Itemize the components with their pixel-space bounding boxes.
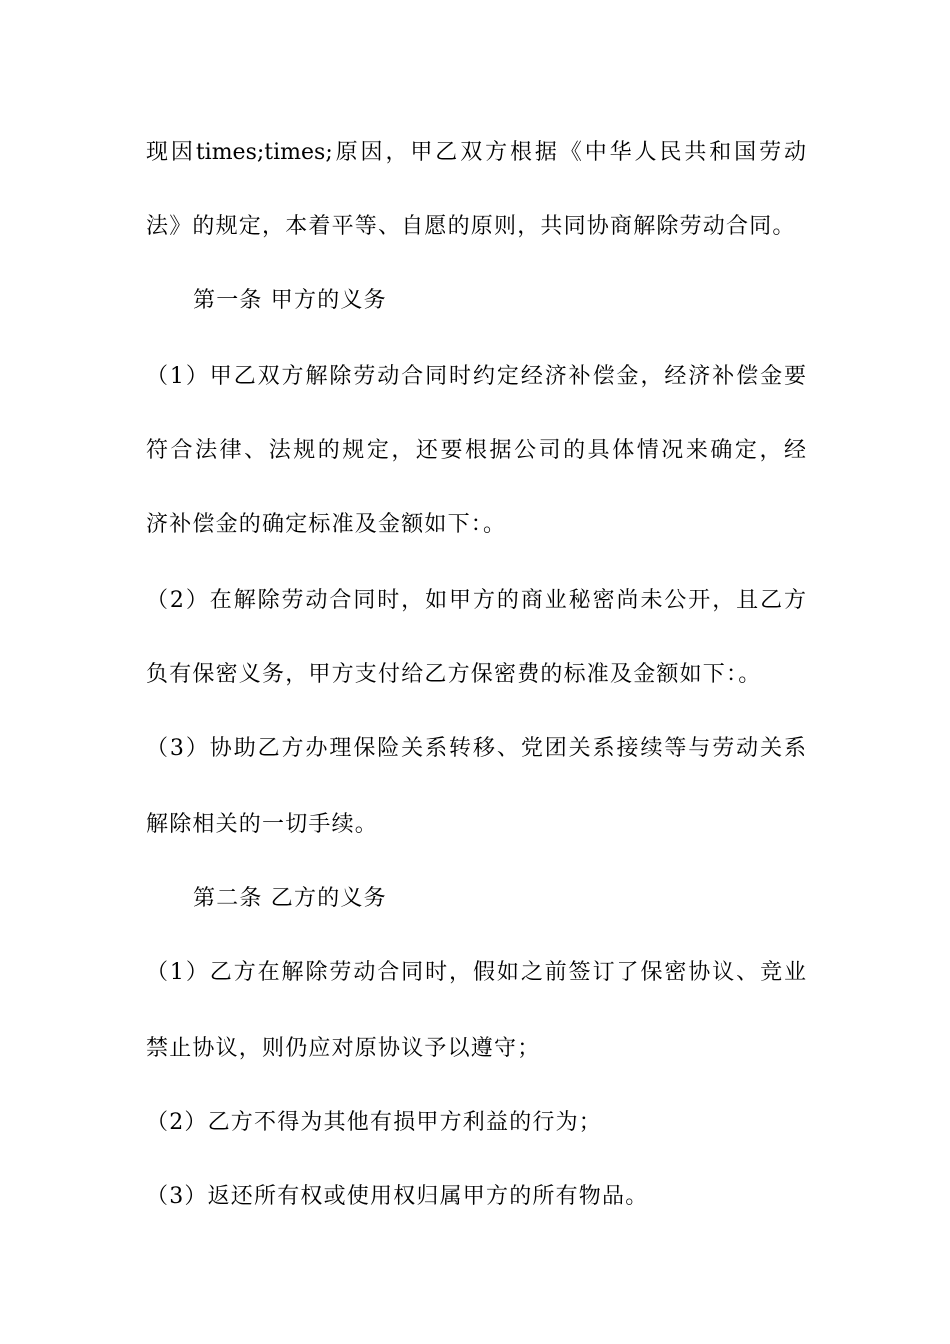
article-1-item-2-line-2: 负有保密义务，甲方支付给乙方保密费的标准及金额如下：。 [146, 662, 762, 687]
article-1-item-1-line-1: （1）甲乙双方解除劳动合同时约定经济补偿金，经济补偿金要 [146, 364, 806, 389]
article-1-item-2-line-1: （2）在解除劳动合同时，如甲方的商业秘密尚未公开，且乙方 [146, 588, 806, 613]
article-1-item-3-line-2: 解除相关的一切手续。 [146, 812, 379, 837]
paragraph-intro-line-1: 现因times;times;原因，甲乙双方根据《中华人民共和国劳动 [146, 140, 806, 165]
article-1-item-3-line-1: （3）协助乙方办理保险关系转移、党团关系接续等与劳动关系 [146, 736, 806, 761]
article-2-item-3: （3）返还所有权或使用权归属甲方的所有物品。 [146, 1184, 649, 1209]
article-2-item-2: （2）乙方不得为其他有损甲方利益的行为； [146, 1110, 602, 1135]
paragraph-intro-line-2: 法》的规定，本着平等、自愿的原则，共同协商解除劳动合同。 [146, 214, 796, 239]
article-2-heading: 第二条 乙方的义务 [193, 886, 387, 911]
article-1-item-1-line-3: 济补偿金的确定标准及金额如下：。 [146, 512, 507, 537]
article-2-item-1-line-2: 禁止协议，则仍应对原协议予以遵守； [146, 1036, 541, 1061]
article-2-item-1-line-1: （1）乙方在解除劳动合同时，假如之前签订了保密协议、竞业 [146, 960, 806, 985]
article-1-item-1-line-2: 符合法律、法规的规定，还要根据公司的具体情况来确定，经 [146, 438, 806, 463]
article-1-heading: 第一条 甲方的义务 [193, 288, 387, 313]
